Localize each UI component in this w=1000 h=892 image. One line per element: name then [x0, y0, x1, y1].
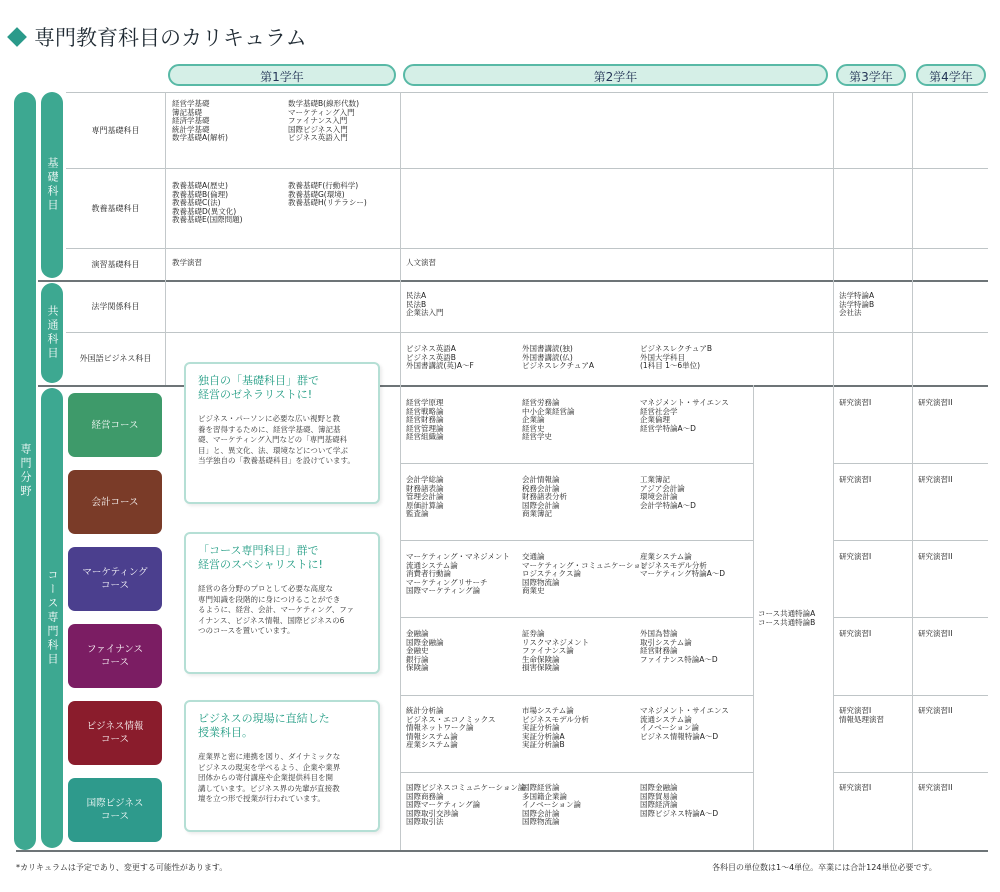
course-cell: 経営労務論 中小企業経営論 企業論 経営史 経営学史 — [522, 398, 575, 442]
grid-line — [833, 617, 988, 618]
year-3-header: 第3学年 — [836, 64, 906, 86]
grid-line — [833, 463, 988, 464]
grid-line — [912, 92, 913, 850]
course-cell: 会計学総論 財務諸表論 管理会計論 原価計算論 監査論 — [406, 475, 444, 519]
grid-line — [833, 540, 988, 541]
grid-line — [833, 695, 988, 696]
grid-line — [400, 540, 753, 541]
grid-line — [66, 248, 988, 249]
callout-body: 産業界と密に連携を図り、ダイナミックな ビジネスの現実を学べるよう、企業や業界 団体からの寄付講座や企業提供科目を開 講しています。ビジネス界の先輩が直接教 壇を立つ形で授業が行われています。 — [198, 752, 341, 803]
diamond-bullet-icon — [7, 27, 27, 47]
grid-line — [753, 385, 754, 850]
callout-practical — [184, 700, 380, 832]
grid-line — [400, 92, 401, 850]
course-marketing[interactable]: マーケティング コース — [68, 547, 162, 611]
course-business-info[interactable]: ビジネス情報 コース — [68, 701, 162, 765]
course-cell-y3: 研究演習I — [839, 475, 872, 484]
callout-body: 経営の各分野のプロとして必要な高度な 専門知識を段階的に身につけることができ るように、経営、会計、マーケティング、ファ イナンス、ビジネス情報、国際ビジネスの6 つのコースを置いています。 — [198, 584, 355, 635]
grid-line — [400, 772, 753, 773]
grid-line — [400, 463, 753, 464]
course-cell-y4: 研究演習II — [918, 552, 953, 561]
callout-body: ビジネス・パーソンに必要な広い視野と教 養を習得するために、経営学基礎、簿記基 礎、マーケティング入門などの「専門基礎科 目」と、異文化、法、環境などについて学ぶ 当学独自の「教養基礎科目」を設けています。 — [198, 414, 355, 465]
cell-y3: 法学特論A 法学特論B 会社法 — [839, 291, 875, 318]
year-2-header: 第2学年 — [403, 64, 828, 86]
course-cell-y4: 研究演習II — [918, 398, 953, 407]
course-cell-y4: 研究演習II — [918, 706, 953, 715]
cell-y1-left: 教養基礎A(歴史) 教養基礎B(倫理) 教養基礎C(法) 教養基礎D(異文化) 教養基礎E(国際問題) — [172, 181, 243, 225]
course-cell: 交通論 マーケティング・コミュニケーション ロジスティクス論 国際物流論 商業史 — [522, 552, 649, 596]
course-keiei[interactable]: 経営コース — [68, 393, 162, 457]
callout-generalist — [184, 362, 380, 504]
callout-heading: ビジネスの現場に直結した 授業科目。 — [198, 712, 330, 739]
sidebar-course: コース専門科目 — [41, 388, 63, 848]
course-cell: マネジメント・サイエンス 経営社会学 企業倫理 経営学特論A～D — [640, 398, 729, 433]
callout-specialist — [184, 532, 380, 674]
course-common-cell: コース共通特論A コース共通特論B — [758, 609, 816, 627]
grid-line — [38, 280, 988, 282]
cell-y2: 民法A 民法B 企業法入門 — [406, 291, 444, 318]
course-cell-y4: 研究演習II — [918, 475, 953, 484]
grid-line — [833, 92, 834, 850]
grid-line — [66, 168, 988, 169]
course-cell-y3: 研究演習I — [839, 629, 872, 638]
course-cell: 証券論 リスクマネジメント ファイナンス論 生命保険論 損害保険論 — [522, 629, 590, 673]
sidebar-basic: 基礎科目 — [41, 92, 63, 278]
course-cell: 工業簿記 アジア会計論 環境会計論 会計学特論A～D — [640, 475, 696, 510]
page-title — [10, 22, 307, 52]
cell-y1: 教学演習 — [172, 258, 202, 267]
course-cell: 国際経営論 多国籍企業論 イノベーション論 国際会計論 国際物流論 — [522, 783, 581, 827]
sidebar-common: 共通科目 — [41, 283, 63, 383]
year-1-header: 第1学年 — [168, 64, 396, 86]
callout-heading: 独自の「基礎科目」群で 経営のゼネラリストに! — [198, 374, 319, 401]
grid-line — [400, 695, 753, 696]
course-cell: 国際金融論 国際貿易論 国際経済論 国際ビジネス特論A～D — [640, 783, 719, 818]
row-label-gaikokugo: 外国語ビジネス科目 — [79, 354, 152, 363]
course-kokusai-business[interactable]: 国際ビジネス コース — [68, 778, 162, 842]
row-label-enshu-kiso: 演習基礎科目 — [91, 259, 140, 269]
grid-line — [400, 617, 753, 618]
grid-line — [16, 850, 988, 852]
course-kaikei[interactable]: 会計コース — [68, 470, 162, 534]
course-cell: 市場システム論 ビジネスモデル分析 実証分析論 実証分析論A 実証分析論B — [522, 706, 589, 750]
year-4-header: 第4学年 — [916, 64, 986, 86]
course-cell: 産業システム論 ビジネスモデル分析 マーケティング特論A～D — [640, 552, 726, 579]
course-cell: 国際ビジネスコミュニケーション論 国際商務論 国際マーケティング論 国際取引交渉論 国際取引法 — [406, 783, 526, 827]
course-cell: マネジメント・サイエンス 流通システム論 イノベーション論 ビジネス情報特論A～D — [640, 706, 729, 741]
grid-line — [66, 332, 988, 333]
course-cell-y4: 研究演習II — [918, 629, 953, 638]
course-cell: 外国為替論 取引システム論 経営財務論 ファイナンス特論A～D — [640, 629, 718, 664]
course-finance[interactable]: ファイナンス コース — [68, 624, 162, 688]
footnote-left: *カリキュラムは予定であり、変更する可能性があります。 — [16, 863, 228, 872]
cell-y1-right: 数学基礎B(線形代数) マーケティング入門 ファイナンス入門 国際ビジネス入門 ビジネス英語入門 — [288, 99, 359, 143]
row-label-senmon-kiso: 専門基礎科目 — [91, 125, 140, 135]
course-cell-y3: 研究演習I — [839, 398, 872, 407]
cell-y2-a: ビジネス英語A ビジネス英語B 外国書講読(英)A～F — [406, 344, 474, 371]
cell-y2: 人文演習 — [406, 258, 436, 267]
course-cell-y4: 研究演習II — [918, 783, 953, 792]
course-cell: 経営学原理 経営戦略論 経営財務論 経営管理論 経営組織論 — [406, 398, 444, 442]
footnote-right: 各科目の単位数は1～4単位。卒業には合計124単位必要です。 — [712, 863, 937, 872]
cell-y1-right: 教養基礎F(行動科学) 教養基礎G(環境) 教養基礎H(リテラシー) — [288, 181, 367, 208]
row-label-hogaku: 法学関係科目 — [91, 301, 140, 311]
callout-heading: 「コース専門科目」群で 経営のスペシャリストに! — [198, 544, 323, 571]
row-label-kyoyo-kiso: 教養基礎科目 — [91, 203, 140, 213]
grid-line — [165, 92, 166, 385]
grid-line — [38, 385, 988, 387]
grid-line — [66, 92, 988, 93]
course-cell-y3: 研究演習I 情報処理演習 — [839, 706, 884, 724]
course-cell-y3: 研究演習I — [839, 552, 872, 561]
course-cell: 統計分析論 ビジネス・エコノミックス 情報ネットワーク論 情報システム論 産業システム論 — [406, 706, 496, 750]
course-cell: 金融論 国際金融論 金融史 銀行論 保険論 — [406, 629, 444, 673]
course-cell: マーケティング・マネジメント 流通システム論 消費者行動論 マーケティングリサーチ 国際マーケティング論 — [406, 552, 510, 596]
sidebar-major: 専門分野 — [14, 92, 36, 850]
course-cell: 会計情報論 税務会計論 財務諸表分析 国際会計論 商業簿記 — [522, 475, 567, 519]
cell-y1-left: 経営学基礎 簿記基礎 経済学基礎 統計学基礎 数学基礎A(解析) — [172, 99, 228, 143]
cell-y2-c: ビジネスレクチュアB 外国大学科目 (1科目 1～6単位) — [640, 344, 713, 371]
page-title-text: 専門教育科目のカリキュラム — [34, 26, 307, 50]
cell-y2-b: 外国書講読(独) 外国書講読(仏) ビジネスレクチュアA — [522, 344, 595, 371]
course-cell-y3: 研究演習I — [839, 783, 872, 792]
grid-line — [833, 772, 988, 773]
